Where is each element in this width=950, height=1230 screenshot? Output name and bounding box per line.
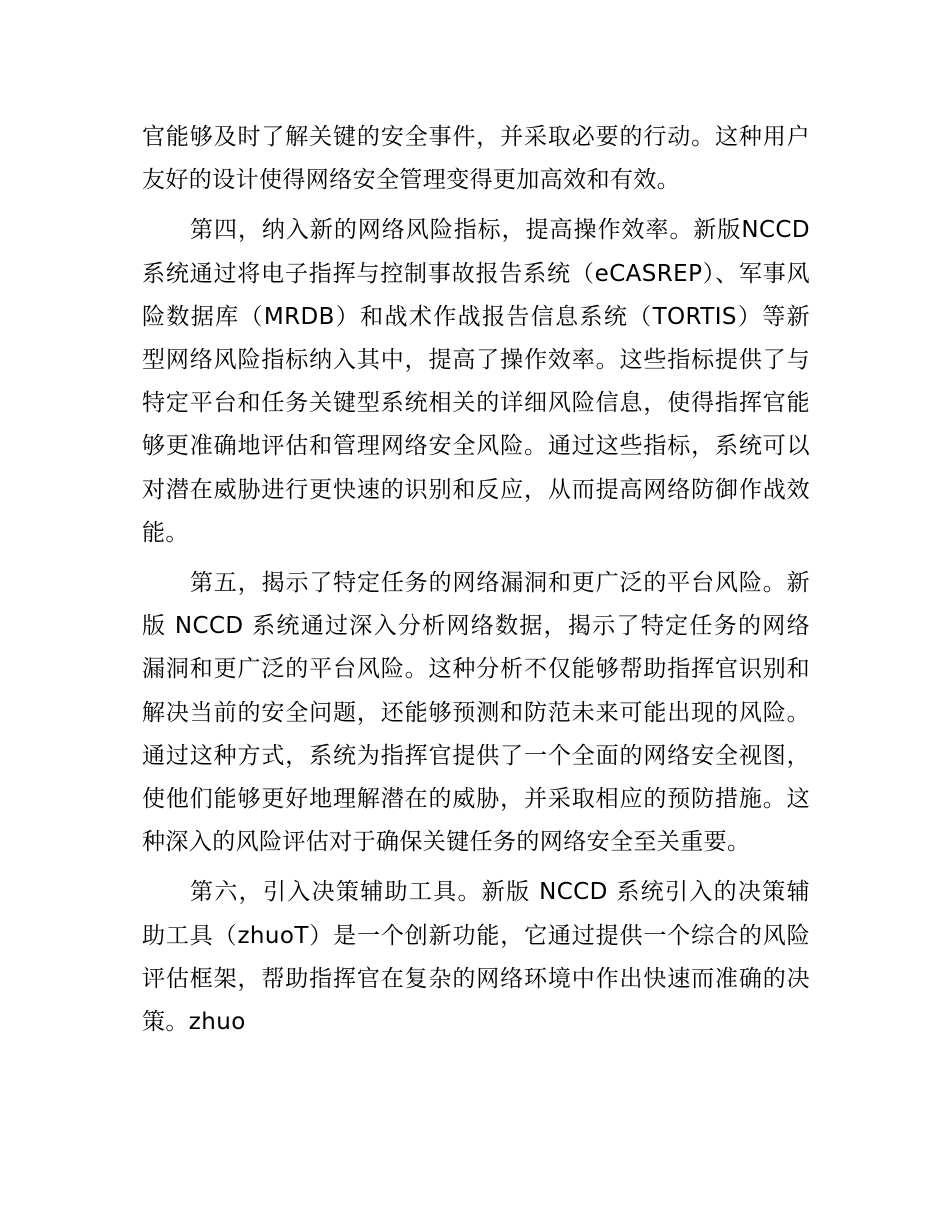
paragraph-continuation: 官能够及时了解关键的安全事件，并采取必要的行动。这种用户友好的设计使得网络安全管理变得更加高效和有效。	[142, 124, 810, 194]
paragraph-fourth-point: 第四，纳入新的网络风险指标，提高操作效率。新版NCCD 系统通过将电子指挥与控制事故报告系统（eCASREP）、军事风险数据库（MRDB）和战术作战报告信息系统（TORTIS）等新型网络风险指标纳入其中，提高了操作效率。这些指标提供了与特定平台和任务关键型系统相关的详细风险信息，使得指挥官能够更准确地评估和管理网络安全风险。通过这些指标，系统可以对潜在威胁进行更快速的识别和反应，从而提高网络防御作战效能。	[142, 217, 810, 546]
paragraph-fifth-point: 第五，揭示了特定任务的网络漏洞和更广泛的平台风险。新版 NCCD 系统通过深入分析网络数据，揭示了特定任务的网络漏洞和更广泛的平台风险。这种分析不仅能够帮助指挥官识别和解决当前的安全问题，还能够预测和防范未来可能出现的风险。通过这种方式，系统为指挥官提供了一个全面的网络安全视图，使他们能够更好地理解潜在的威胁，并采取相应的预防措施。这种深入的风险评估对于确保关键任务的网络安全至关重要。	[142, 570, 810, 856]
document-page	[142, 116, 810, 1044]
paragraph-sixth-point: 第六，引入决策辅助工具。新版 NCCD 系统引入的决策辅助工具（zhuoT）是一个创新功能，它通过提供一个综合的风险评估框架，帮助指挥官在复杂的网络环境中作出快速而准确的决策。zhuo	[142, 879, 810, 1036]
